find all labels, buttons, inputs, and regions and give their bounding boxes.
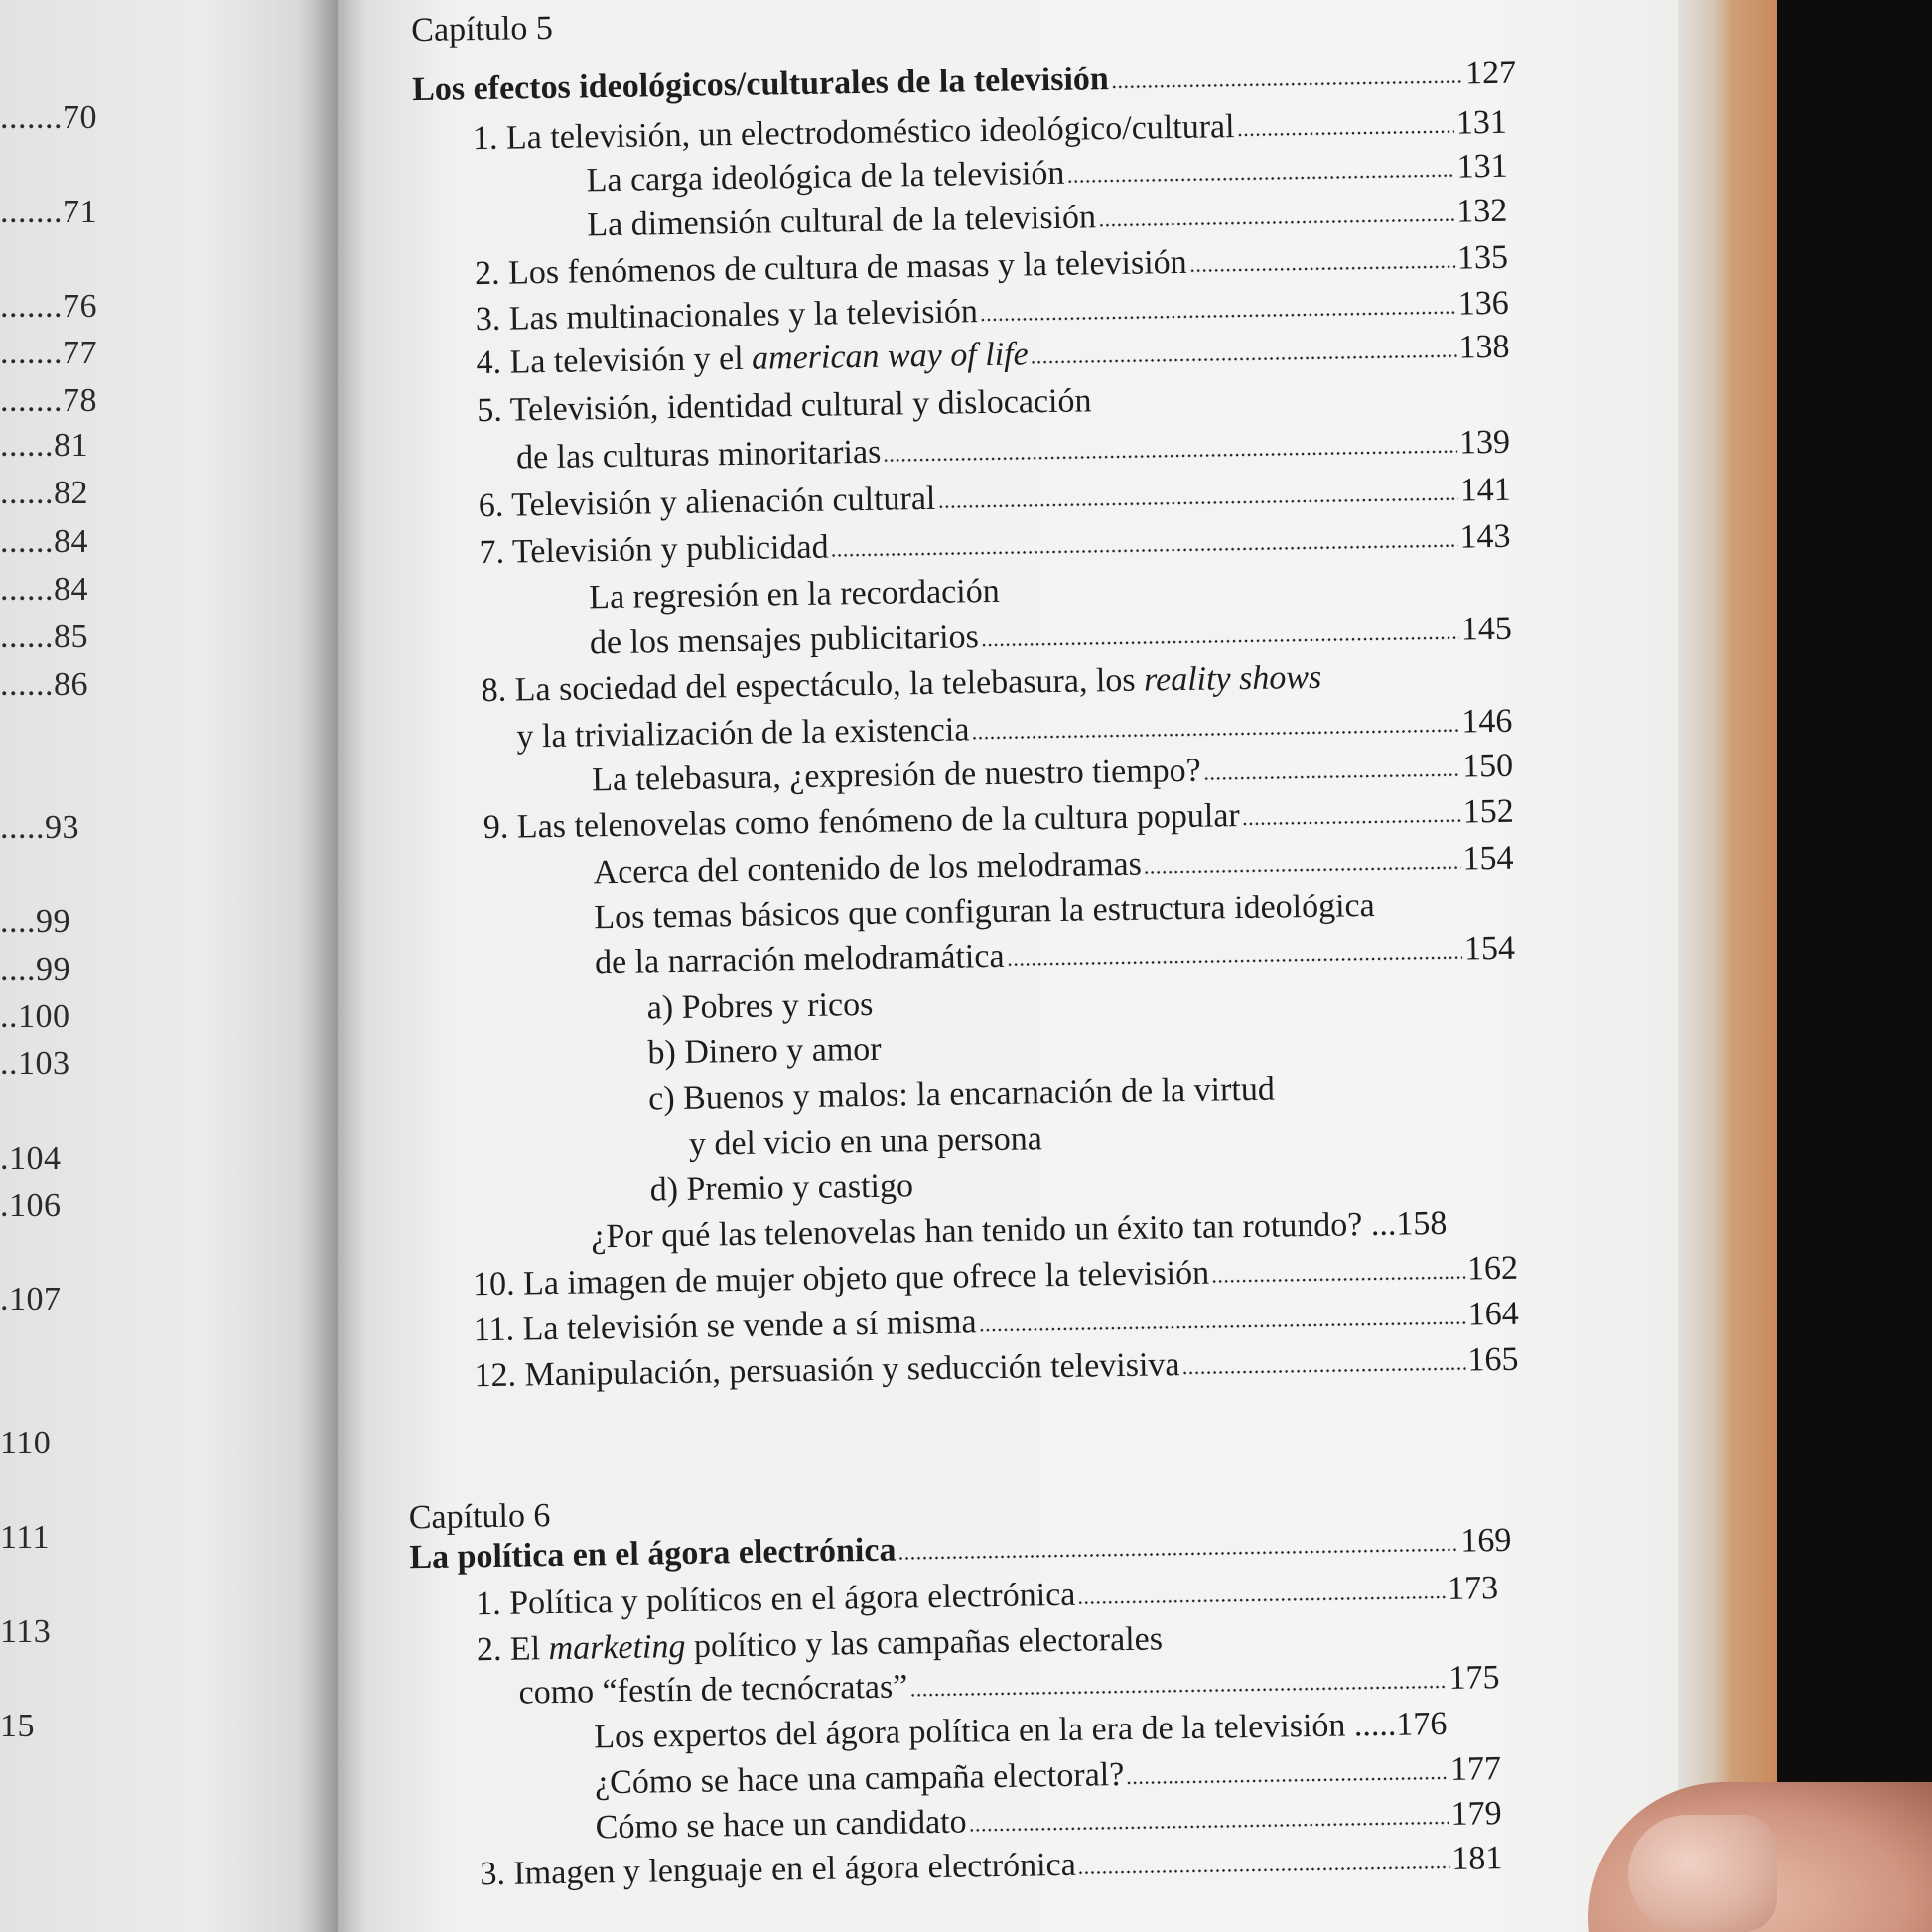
left-page-number: ......84	[0, 571, 88, 608]
chapter-5-label: Capítulo 5	[410, 9, 554, 50]
page-number: 146	[1461, 702, 1513, 741]
entry-text: 6. Televisión y alienación cultural	[478, 480, 936, 525]
page-number: 173	[1447, 1570, 1499, 1607]
page-number: 154	[1462, 839, 1514, 878]
left-page-number: ....99	[0, 903, 70, 940]
entry-text: 5. Televisión, identidad cultural y dislocación	[477, 382, 1092, 430]
entry-text: b) Dinero y amor	[647, 1031, 882, 1072]
left-page-number: ......82	[0, 475, 88, 511]
chapter-6-label: Capítulo 6	[408, 1497, 551, 1537]
page-number: 169	[1460, 1521, 1512, 1560]
page-number: 139	[1458, 423, 1511, 462]
dot-leader	[1078, 1864, 1450, 1876]
toc-entry	[477, 1619, 1164, 1670]
page-number: 150	[1461, 747, 1514, 785]
entry-text: Cómo se hace un candidato	[595, 1803, 967, 1847]
dot-leader	[1211, 1275, 1465, 1285]
chapter-title-text: La política en el ágora electrónica	[409, 1531, 897, 1577]
dot-leader	[1237, 129, 1454, 138]
dot-leader	[831, 543, 1458, 559]
page-number: 162	[1466, 1249, 1519, 1288]
toc-entry	[479, 517, 1511, 573]
dot-leader	[969, 1820, 1449, 1834]
dot-leader	[981, 635, 1459, 649]
page-number: 179	[1450, 1795, 1502, 1833]
toc-entry	[649, 1167, 913, 1210]
toc-entry	[474, 1340, 1518, 1397]
toc-entry	[689, 1119, 1043, 1165]
dot-leader	[1031, 353, 1457, 366]
entry-text: Acerca del contenido de los melodramas	[593, 845, 1143, 892]
left-page-number: .......71	[0, 194, 97, 230]
page-number: 164	[1467, 1295, 1520, 1333]
entry-text: La dimensión cultural de la televisión	[587, 199, 1097, 244]
page-number: 145	[1460, 610, 1513, 648]
left-page-number: ..100	[0, 998, 70, 1035]
chapter-5-title	[412, 54, 1516, 110]
toc-entry	[589, 572, 1000, 618]
entry-text	[477, 1620, 1164, 1668]
toc-entry	[477, 381, 1092, 431]
entry-text: Los expertos del ágora política en la era de la televisión .....176	[594, 1705, 1448, 1756]
dot-leader	[979, 1320, 1466, 1334]
left-page-number: .106	[0, 1187, 62, 1224]
entry-text	[481, 659, 1321, 709]
dot-leader	[898, 1547, 1459, 1562]
page-number: 131	[1456, 147, 1508, 186]
entry-text: de la narración melodramática	[594, 937, 1005, 982]
toc-entry	[591, 1204, 1448, 1258]
dot-leader	[1189, 264, 1455, 274]
page-number: 132	[1455, 192, 1508, 230]
entry-text: 3. Las multinacionales y la televisión	[475, 293, 979, 339]
entry-text: 7. Televisión y publicidad	[479, 528, 829, 572]
entry-text-part: político y las campañas electorales	[685, 1620, 1164, 1665]
entry-text-part: 2. El	[476, 1630, 549, 1669]
toc-entry	[593, 839, 1514, 894]
toc-entry	[594, 1705, 1448, 1757]
left-page-number: .107	[0, 1281, 62, 1317]
entry-text-italic: marketing	[548, 1627, 686, 1668]
entry-text: 1. Política y políticos en el ágora electrónica	[475, 1576, 1076, 1623]
entry-text: 11. La televisión se vende a sí misma	[473, 1304, 977, 1349]
entry-text: de los mensajes publicitarios	[589, 619, 980, 662]
dot-leader	[1242, 818, 1461, 827]
page-number: 131	[1455, 103, 1508, 142]
chapter-6-title	[409, 1521, 1511, 1578]
entry-text: d) Premio y castigo	[649, 1168, 914, 1209]
entry-text-italic: american way of life	[751, 336, 1029, 377]
dot-leader	[1007, 955, 1463, 968]
page-number: 175	[1449, 1659, 1500, 1697]
entry-text: La telebasura, ¿expresión de nuestro tiempo?	[591, 752, 1202, 799]
left-page-number: ......81	[0, 427, 88, 464]
entry-text: y la trivialización de la existencia	[516, 711, 970, 756]
entry-text-italic: reality shows	[1143, 658, 1322, 699]
left-page-number: 111	[0, 1519, 50, 1556]
page-number: 143	[1459, 517, 1511, 556]
entry-text: 12. Manipulación, persuasión y seducción televisiva	[474, 1346, 1180, 1395]
entry-text: 2. Los fenómenos de cultura de masas y la televisión	[474, 243, 1187, 293]
entry-text: 1. La televisión, un electrodoméstico ideológico/cultural	[472, 108, 1235, 158]
entry-text: y del vicio en una persona	[688, 1120, 1043, 1163]
toc-entry	[595, 929, 1516, 984]
thumbnail-nail	[1628, 1815, 1777, 1932]
left-page-number: 113	[0, 1613, 52, 1650]
left-page-number: .....93	[0, 809, 79, 846]
entry-text: ¿Cómo se hace una campaña electoral?	[594, 1756, 1125, 1802]
left-page-number: .......77	[0, 335, 97, 371]
dot-leader	[980, 310, 1456, 324]
dot-leader	[1098, 217, 1454, 229]
left-page-number: ......84	[0, 523, 88, 560]
left-page-number: .......70	[0, 99, 97, 136]
page-number: 165	[1467, 1340, 1519, 1379]
entry-text: ¿Por qué las telenovelas han tenido un éxito tan rotundo? ...158	[591, 1204, 1448, 1256]
entry-text: como “festín de tecnócratas”	[518, 1668, 908, 1712]
left-page-number: .......78	[0, 382, 97, 419]
entry-text: 9. Las telenovelas como fenómeno de la cultura popular	[483, 797, 1240, 847]
entry-text	[476, 335, 1029, 383]
page-number: 138	[1458, 328, 1510, 366]
entry-text: a) Pobres y ricos	[646, 985, 874, 1027]
toc-entry	[594, 887, 1375, 938]
entry-text-part: 4. La televisión y el	[476, 340, 753, 382]
toc-entry	[483, 792, 1515, 848]
left-page-number: ....99	[0, 951, 70, 988]
left-page-number: 110	[0, 1425, 52, 1461]
left-page-number: ..103	[0, 1045, 70, 1082]
entry-text-part: 8. La sociedad del espectáculo, la telebasura, los	[481, 661, 1145, 710]
page-number: 181	[1451, 1840, 1503, 1877]
page-number: 154	[1463, 929, 1516, 968]
toc-entry	[516, 423, 1511, 479]
left-page-number: .......76	[0, 288, 97, 325]
dot-leader	[1077, 1594, 1446, 1606]
toc-entry	[648, 1070, 1275, 1120]
page-number: 177	[1449, 1750, 1502, 1788]
entry-text: 10. La imagen de mujer objeto que ofrece la televisión	[472, 1254, 1210, 1304]
toc-entry	[646, 985, 873, 1029]
page-number: 136	[1457, 284, 1510, 323]
left-page-number: .104	[0, 1140, 62, 1176]
toc-entry	[481, 658, 1321, 711]
dot-leader	[883, 449, 1457, 464]
dot-leader	[1182, 1366, 1466, 1376]
left-page-number: 15	[0, 1708, 35, 1744]
page-number: 152	[1462, 792, 1515, 831]
dot-leader	[1203, 772, 1460, 782]
toc-entry	[592, 747, 1514, 801]
dot-leader	[971, 728, 1459, 742]
dot-leader	[1066, 173, 1454, 185]
dot-leader	[909, 1684, 1447, 1699]
dot-leader	[1111, 78, 1463, 90]
dot-leader	[937, 496, 1457, 510]
entry-text: La carga ideológica de la televisión	[586, 154, 1065, 200]
left-page-number: ......86	[0, 666, 88, 703]
entry-text: La regresión en la recordación	[588, 572, 1000, 617]
toc-entry	[476, 1569, 1499, 1624]
page-number: 141	[1459, 471, 1511, 509]
page-number: 127	[1464, 54, 1517, 92]
toc-entry	[647, 1031, 882, 1074]
entry-text: c) Buenos y malos: la encarnación de la virtud	[647, 1070, 1276, 1118]
entry-text: Los temas básicos que configuran la estructura ideológica	[594, 887, 1375, 937]
left-page-number: ......85	[0, 619, 88, 655]
dot-leader	[1126, 1775, 1449, 1786]
dot-leader	[1144, 865, 1461, 876]
entry-text: de las culturas minoritarias	[515, 433, 882, 477]
toc-entry	[587, 192, 1508, 246]
chapter-title-text: Los efectos ideológicos/culturales de la televisión	[411, 61, 1110, 109]
page-number: 135	[1456, 238, 1509, 277]
entry-text: 3. Imagen y lenguaje en el ágora electrónica	[480, 1846, 1077, 1893]
toc-entry	[478, 471, 1511, 526]
toc-entry	[590, 610, 1513, 664]
